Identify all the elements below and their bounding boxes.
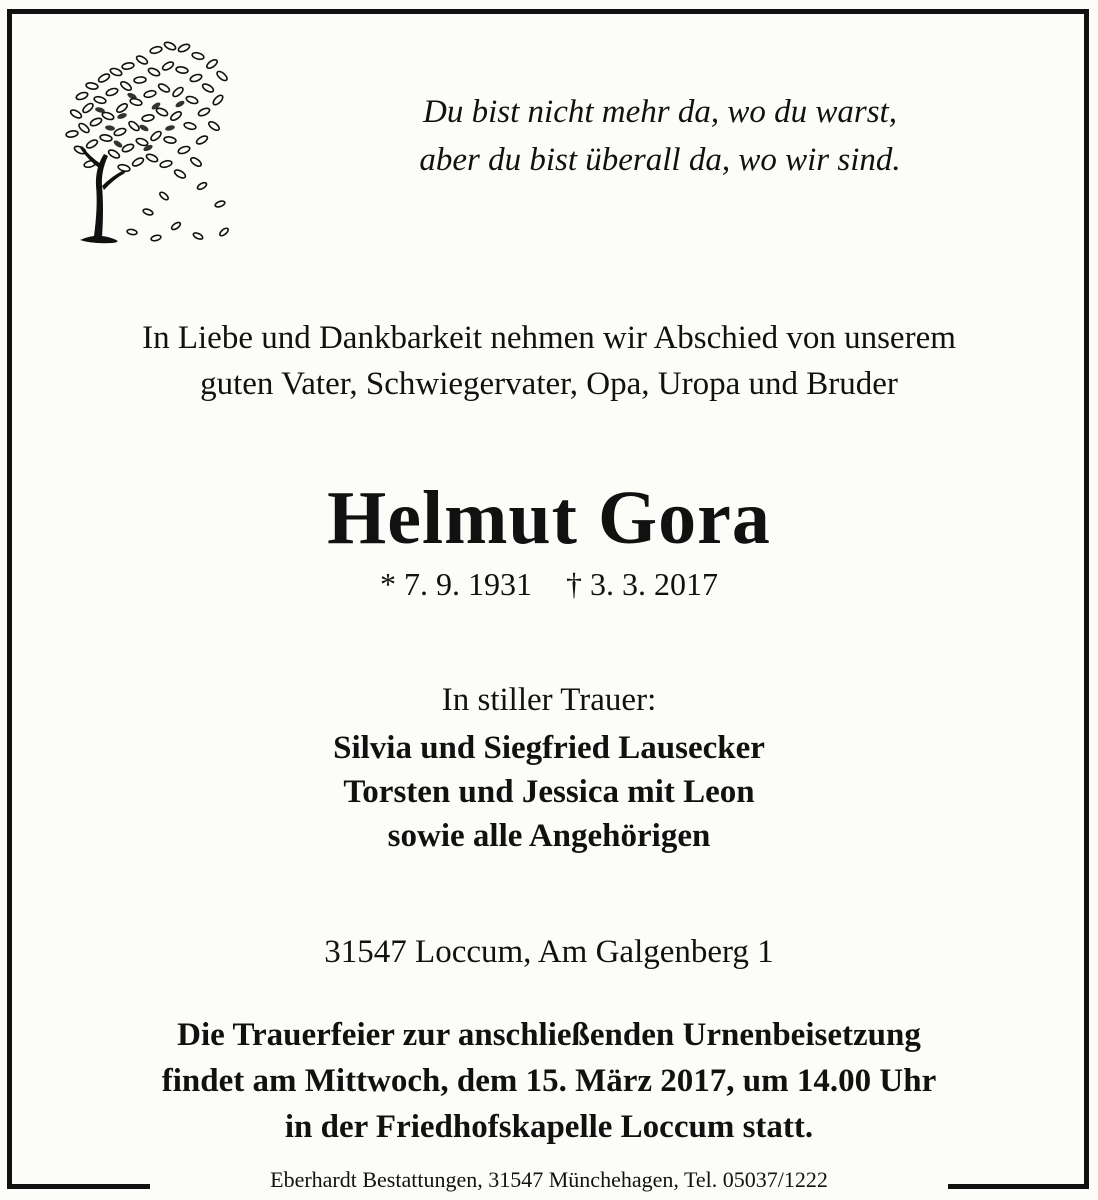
life-dates (40, 563, 1058, 605)
mourners-list (40, 726, 1058, 858)
family-address: 31547 Loccum, Am Galgenberg 1 (324, 934, 774, 970)
death-date: † 3. 3. 2017 (566, 566, 718, 602)
ceremony-notice (40, 1012, 1058, 1150)
ceremony-line-3: in der Friedhofskapelle Loccum statt. (284, 1109, 814, 1145)
mourning-label: In stiller Trauer: (441, 682, 657, 718)
mourner-line: Torsten und Jessica mit Leon (343, 774, 755, 810)
farewell-line-2: guten Vater, Schwiegervater, Opa, Uropa und Bruder (200, 366, 898, 402)
mourner-line: sowie alle Angehörigen (387, 818, 711, 854)
windblown-tree-icon (52, 36, 234, 248)
memorial-quote (360, 88, 960, 184)
funeral-home-footer: Eberhardt Bestattungen, 31547 Münchehagen, Tel. 05037/1222 (150, 1163, 948, 1199)
deceased-name: Helmut Gora (327, 476, 771, 560)
farewell-line-1: In Liebe und Dankbarkeit nehmen wir Abschied von unserem (142, 320, 956, 356)
birth-date: * 7. 9. 1931 (380, 566, 532, 602)
farewell-text (40, 315, 1058, 407)
ceremony-line-1: Die Trauerfeier zur anschließenden Urnenbeisetzung (177, 1017, 921, 1053)
ceremony-line-2: findet am Mittwoch, dem 15. März 2017, um 14.00 Uhr (161, 1063, 937, 1099)
quote-line-2: aber du bist überall da, wo wir sind. (419, 142, 901, 178)
mourner-line: Silvia und Siegfried Lausecker (333, 730, 765, 766)
quote-line-1: Du bist nicht mehr da, wo du warst, (423, 94, 897, 130)
